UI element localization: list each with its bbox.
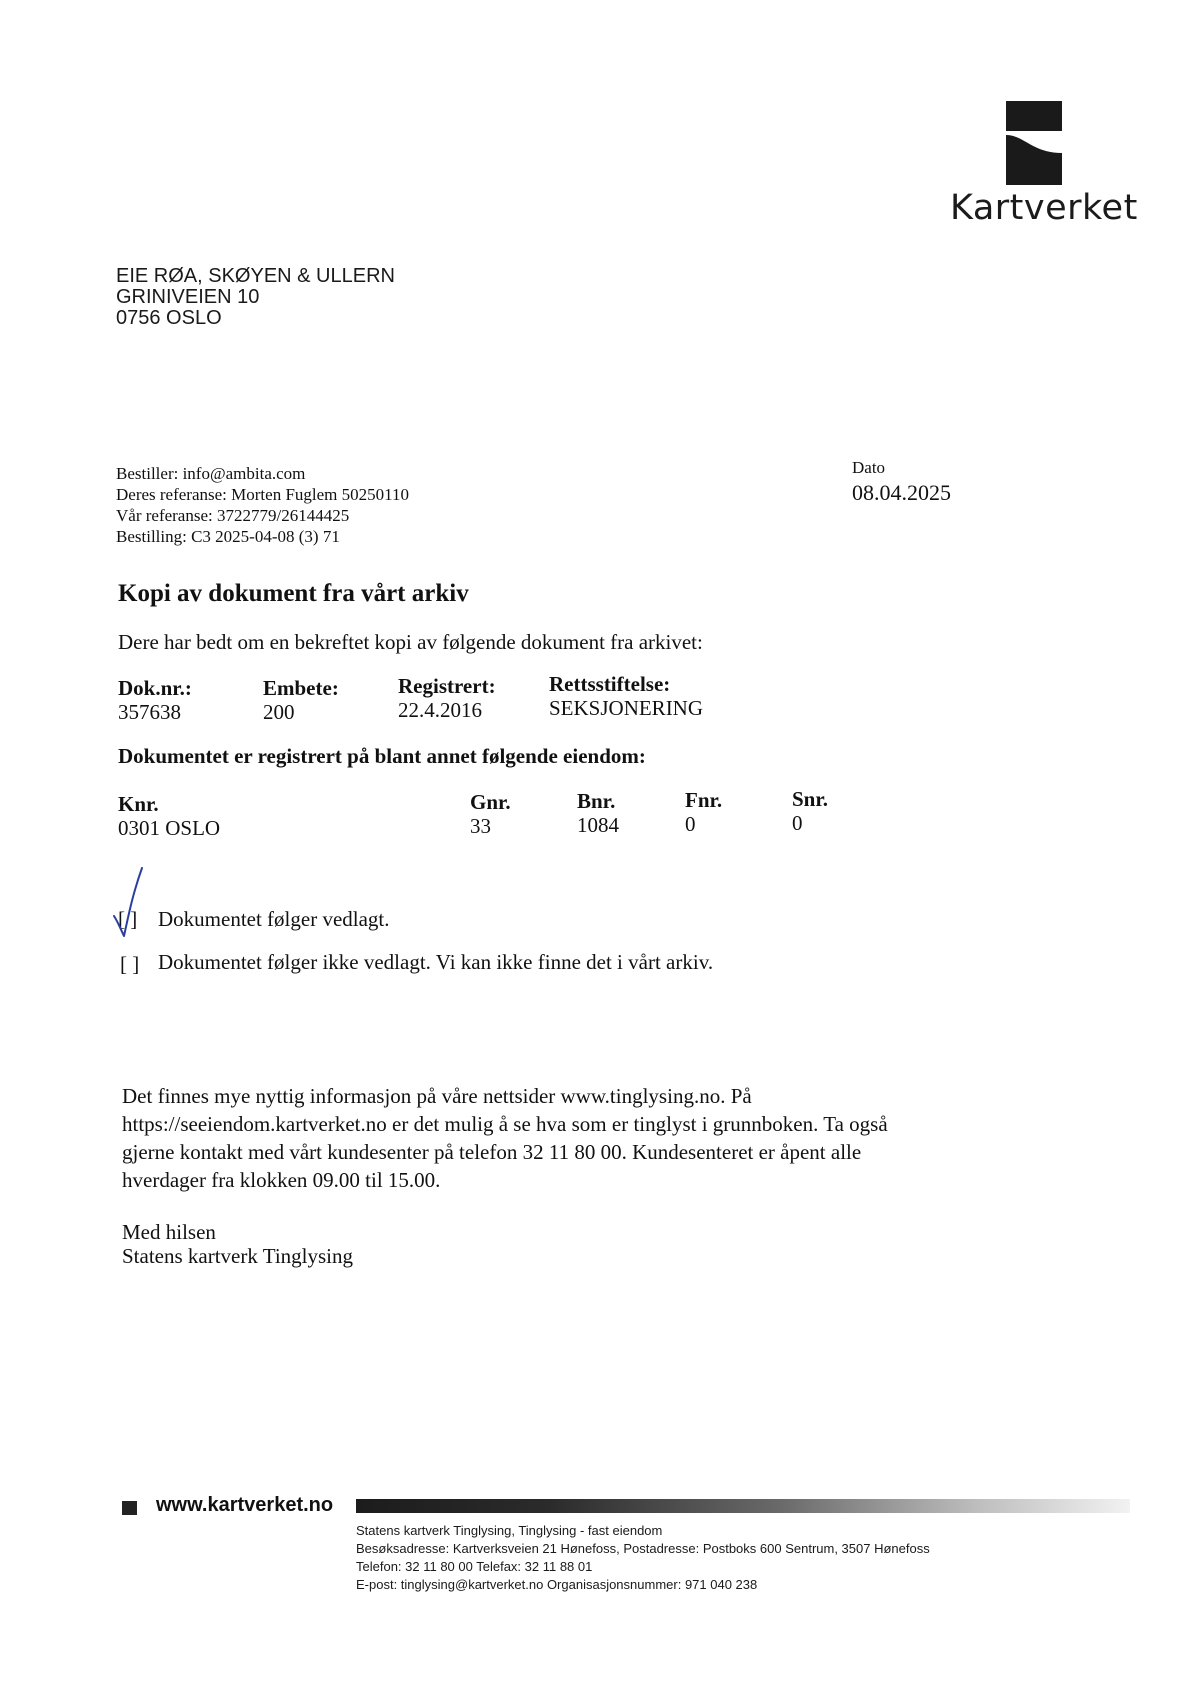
date-value: 08.04.2025 (852, 480, 951, 505)
kartverket-logo-mark (1006, 101, 1062, 185)
order-id: Bestilling: C3 2025-04-08 (3) 71 (116, 527, 340, 546)
footer-website-link[interactable]: www.kartverket.no (156, 1494, 334, 1516)
not-attached-label: Dokumentet følger ikke vedlagt. Vi kan ikke finne det i vårt arkiv. (158, 950, 714, 974)
kartverket-logo-text: Kartverket (950, 188, 1138, 228)
handwritten-check-icon (110, 864, 150, 940)
our-reference: Vår referanse: 3722779/26144425 (116, 506, 350, 525)
info-line-3: gjerne kontakt med vårt kundesenter på telefon 32 11 80 00. Kundesenteret er åpent alle (122, 1140, 862, 1164)
info-line-1: Det finnes mye nyttig informasjon på våre nettsider www.tinglysing.no. På (122, 1084, 752, 1108)
reference-block (116, 463, 409, 547)
doc-header-embete: Embete: (263, 676, 339, 700)
signature: Statens kartverk Tinglysing (122, 1244, 354, 1268)
doc-value-rettsstiftelse: SEKSJONERING (549, 696, 704, 720)
prop-header-bnr: Bnr. (577, 789, 616, 813)
recipient-address (116, 266, 395, 329)
attached-label: Dokumentet følger vedlagt. (158, 907, 390, 931)
footer-line-2: Besøksadresse: Kartverksveien 21 Hønefoss, Postadresse: Postboks 600 Sentrum, 3507 Hønefoss (356, 1541, 930, 1556)
prop-value-bnr: 1084 (577, 813, 619, 837)
doc-value-doknr: 357638 (118, 700, 181, 724)
doc-header-rettsstiftelse: Rettsstiftelse: (549, 672, 671, 696)
checkbox-attached: [ ] (118, 907, 138, 931)
your-reference: Deres referanse: Morten Fuglem 50250110 (116, 485, 410, 504)
doc-header-doknr: Dok.nr.: (118, 676, 192, 700)
footer-gradient-bar (356, 1499, 1130, 1513)
info-line-4: hverdager fra klokken 09.00 til 15.00. (122, 1168, 441, 1192)
prop-value-snr: 0 (792, 811, 803, 835)
prop-header-fnr: Fnr. (685, 788, 723, 812)
letter-title: Kopi av dokument fra vårt arkiv (118, 580, 469, 607)
prop-header-snr: Snr. (792, 787, 829, 811)
intro-text: Dere har bedt om en bekreftet kopi av følgende dokument fra arkivet: (118, 630, 703, 654)
footer-line-1: Statens kartverk Tinglysing, Tinglysing - fast eiendom (356, 1523, 663, 1538)
prop-header-knr: Knr. (118, 792, 159, 816)
prop-header-gnr: Gnr. (470, 790, 511, 814)
property-title: Dokumentet er registrert på blant annet følgende eiendom: (118, 744, 646, 768)
footer-line-4: E-post: tinglysing@kartverket.no Organisasjonsnummer: 971 040 238 (356, 1577, 758, 1592)
info-line-2: https://seeiendom.kartverket.no er det mulig å se hva som er tinglyst i grunnboken. Ta også (122, 1112, 888, 1136)
greeting: Med hilsen (122, 1220, 216, 1244)
footer-contact-info (356, 1522, 930, 1594)
footer-square-icon (122, 1501, 137, 1515)
recipient-name: EIE RØA, SKØYEN & ULLERN (116, 265, 395, 287)
closing-block (122, 1220, 353, 1268)
prop-value-gnr: 33 (470, 814, 491, 838)
prop-value-fnr: 0 (685, 812, 696, 836)
date-label: Dato (852, 458, 886, 477)
recipient-street: GRINIVEIEN 10 (116, 286, 260, 308)
orderer: Bestiller: info@ambita.com (116, 464, 306, 483)
footer-line-3: Telefon: 32 11 80 00 Telefax: 32 11 88 01 (356, 1559, 593, 1574)
recipient-postcode: 0756 OSLO (116, 307, 222, 329)
checkbox-not-attached: [ ] (120, 952, 140, 976)
doc-value-embete: 200 (263, 700, 295, 724)
prop-value-knr: 0301 OSLO (118, 816, 221, 840)
doc-value-registrert: 22.4.2016 (398, 698, 482, 722)
doc-header-registrert: Registrert: (398, 674, 496, 698)
info-paragraph (122, 1082, 982, 1194)
